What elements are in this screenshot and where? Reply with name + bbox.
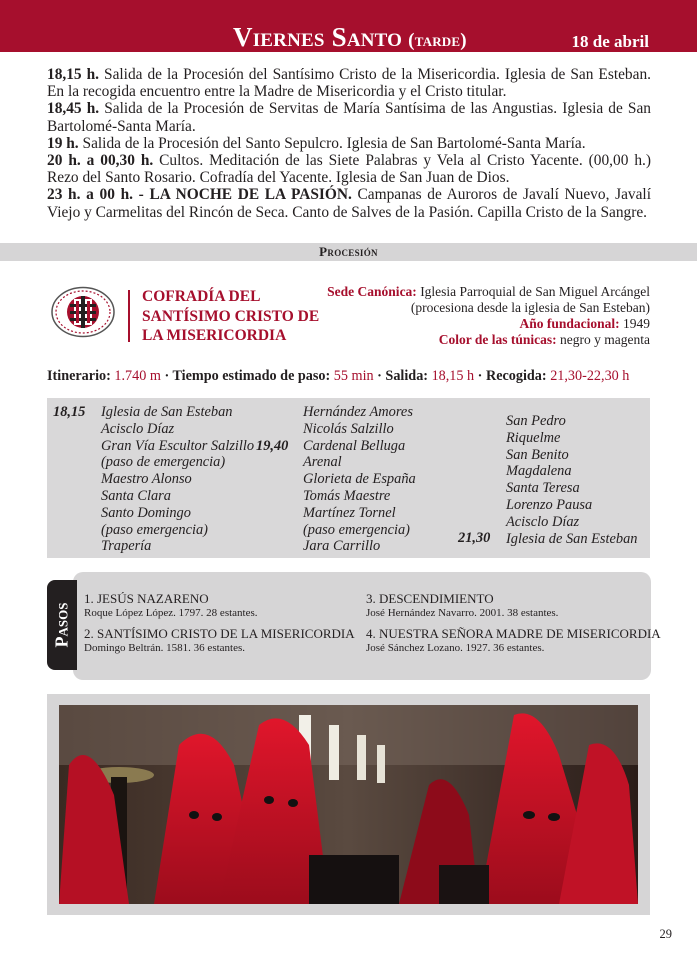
schedule-time: 23 h. a 00 h. - LA NOCHE DE LA PASIÓN. [47, 186, 352, 204]
itinerario-value: 1.740 m [110, 368, 161, 384]
ano-value: 1949 [619, 316, 650, 331]
paso-item [366, 591, 558, 621]
route-time-mid: 19,40 [256, 438, 289, 454]
route-street: Glorieta de España [303, 471, 416, 488]
cofradia-name-line: LA MISERICORDIA [142, 327, 287, 344]
schedule-time: 20 h. a 00,30 h. [47, 152, 154, 170]
route-street: (paso emergencia) [101, 521, 208, 538]
schedule-item [47, 186, 651, 220]
pasos-tab [47, 580, 77, 670]
route-street: Nicolás Salzillo [303, 420, 394, 437]
schedule-time: 18,45 h. [47, 100, 100, 118]
route-street: Trapería [101, 538, 152, 555]
schedule-text: Cultos. Meditación de las Siete Palabras y Vela al Cristo Yacente. (00,00 h.) Rezo del Santo Rosario. Cofradía del Yacente. Iglesia de San Juan de Dios. [47, 152, 651, 187]
route-street: Santo Domingo [101, 504, 191, 521]
route-street: Iglesia de San Esteban [506, 530, 638, 547]
schedule-time: 18,15 h. [47, 66, 100, 83]
title-text: Viernes Santo [233, 22, 403, 52]
page-header [0, 0, 697, 52]
recogida-label: · Recogida: [474, 368, 547, 384]
route-street: Acisclo Díaz [506, 513, 580, 530]
route-street: Lorenzo Pausa [506, 496, 593, 513]
route-street: (paso de emergencia) [101, 454, 226, 471]
route-column-3 [506, 413, 638, 547]
route-street: Acisclo Díaz [101, 420, 175, 437]
cofradia-name [142, 287, 319, 346]
nazarenos-photo [59, 705, 638, 904]
route-street: Arenal [303, 454, 342, 471]
itinerario-label: Itinerario: [47, 368, 111, 384]
route-street: Magdalena [506, 463, 572, 480]
page-title [233, 22, 467, 53]
schedule-time: 19 h. [47, 134, 79, 152]
tiempo-label: · Tiempo estimado de paso: [160, 368, 331, 384]
route-street: Santa Teresa [506, 480, 580, 497]
route-street: Cardenal Belluga [303, 437, 406, 454]
page-date: 18 de abril [571, 32, 649, 51]
cofradia-name-line: SANTÍSIMO CRISTO DE [142, 307, 320, 325]
paso-item [84, 626, 355, 656]
color-value: negro y magenta [556, 332, 650, 347]
route-street: Riquelme [506, 429, 561, 446]
emblem-divider [128, 290, 130, 342]
sede-label: Sede Canónica: [327, 284, 417, 299]
route-street: San Pedro [506, 413, 566, 429]
paso-item [366, 626, 661, 656]
paso-item [84, 591, 258, 621]
color-tunicas [310, 332, 650, 348]
route-street: (paso emergencia) [303, 521, 410, 538]
paso-detail: Domingo Beltrán. 1581. 36 estantes. [84, 642, 246, 654]
schedule-item [47, 135, 651, 152]
route-panel [47, 398, 650, 558]
paso-detail: José Sánchez Lozano. 1927. 36 estantes. [366, 642, 545, 654]
schedule-item [47, 66, 651, 100]
route-time-start: 18,15 [53, 404, 86, 420]
paso-title: 1. JESÚS NAZARENO [84, 591, 209, 606]
schedule-item [47, 152, 651, 186]
paso-detail: José Hernández Navarro. 2001. 38 estantes. [366, 607, 559, 619]
procesion-label: Procesión [319, 244, 378, 259]
route-column-2 [303, 404, 416, 555]
page-number: 29 [659, 927, 672, 941]
ano-label: Año fundacional: [519, 316, 620, 331]
sede-canonica [310, 284, 650, 300]
salida-label: · Salida: [373, 368, 429, 384]
pasos-tab-label: Pasos [51, 602, 72, 648]
cofradia-emblem-icon [50, 286, 116, 338]
schedule-text: Salida de la Procesión del Santísimo Cristo de la Misericordia. Iglesia de San Esteban. En la recogida encuentro entre la Madre de Misericordia y el Cristo titular. [47, 66, 651, 101]
route-column-1 [101, 404, 254, 555]
sede-value: Iglesia Parroquial de San Miguel Arcángel [416, 284, 650, 299]
schedule-text: Salida de la Procesión de Servitas de María Santísima de las Angustias. Iglesia de San Bartolomé-Santa María. [47, 100, 651, 135]
recogida-value: 21,30-22,30 h [546, 368, 630, 384]
itinerary-summary [47, 368, 653, 385]
route-street: San Benito [506, 446, 569, 463]
tiempo-value: 55 min [330, 368, 374, 384]
sede-note: (procesiona desde la iglesia de San Esteban) [410, 300, 650, 315]
ano-fundacional [310, 316, 650, 332]
route-street: Gran Vía Escultor Salzillo [101, 437, 255, 454]
paso-title: 4. NUESTRA SEÑORA MADRE DE MISERICORDIA [366, 626, 661, 641]
route-street: Jara Carrillo [303, 538, 381, 555]
cofradia-info [310, 284, 650, 348]
route-street: Tomás Maestre [303, 487, 391, 504]
schedule-list [47, 66, 651, 221]
route-time-end: 21,30 [458, 530, 491, 546]
salida-value: 18,15 h [428, 368, 475, 384]
paso-title: 2. SANTÍSIMO CRISTO DE LA MISERICORDIA [84, 626, 355, 641]
route-street: Santa Clara [101, 487, 171, 504]
route-street: Martínez Tornel [303, 504, 396, 521]
route-street: Hernández Amores [303, 404, 413, 420]
route-street: Maestro Alonso [101, 471, 192, 488]
cofradia-name-line: COFRADÍA DEL [142, 288, 261, 305]
schedule-text: Campanas de Auroros de Javalí Nuevo, Javalí Viejo y Carmelitas del Rincón de Seca. Canto de Salves de la Pasión. Capilla Cristo de la Sangre. [47, 186, 651, 221]
procesion-section-bar [0, 243, 697, 261]
schedule-text: Salida de la Procesión del Santo Sepulcro. Iglesia de San Bartolomé-Santa María. [78, 134, 586, 152]
route-street: Iglesia de San Esteban [101, 404, 233, 420]
paso-detail: Roque López López. 1797. 28 estantes. [84, 607, 258, 619]
schedule-item [47, 100, 651, 134]
pasos-panel [73, 572, 661, 680]
paso-title: 3. DESCENDIMIENTO [366, 591, 494, 606]
color-label: Color de las túnicas: [438, 332, 557, 347]
title-subtitle: (tarde) [408, 30, 467, 51]
